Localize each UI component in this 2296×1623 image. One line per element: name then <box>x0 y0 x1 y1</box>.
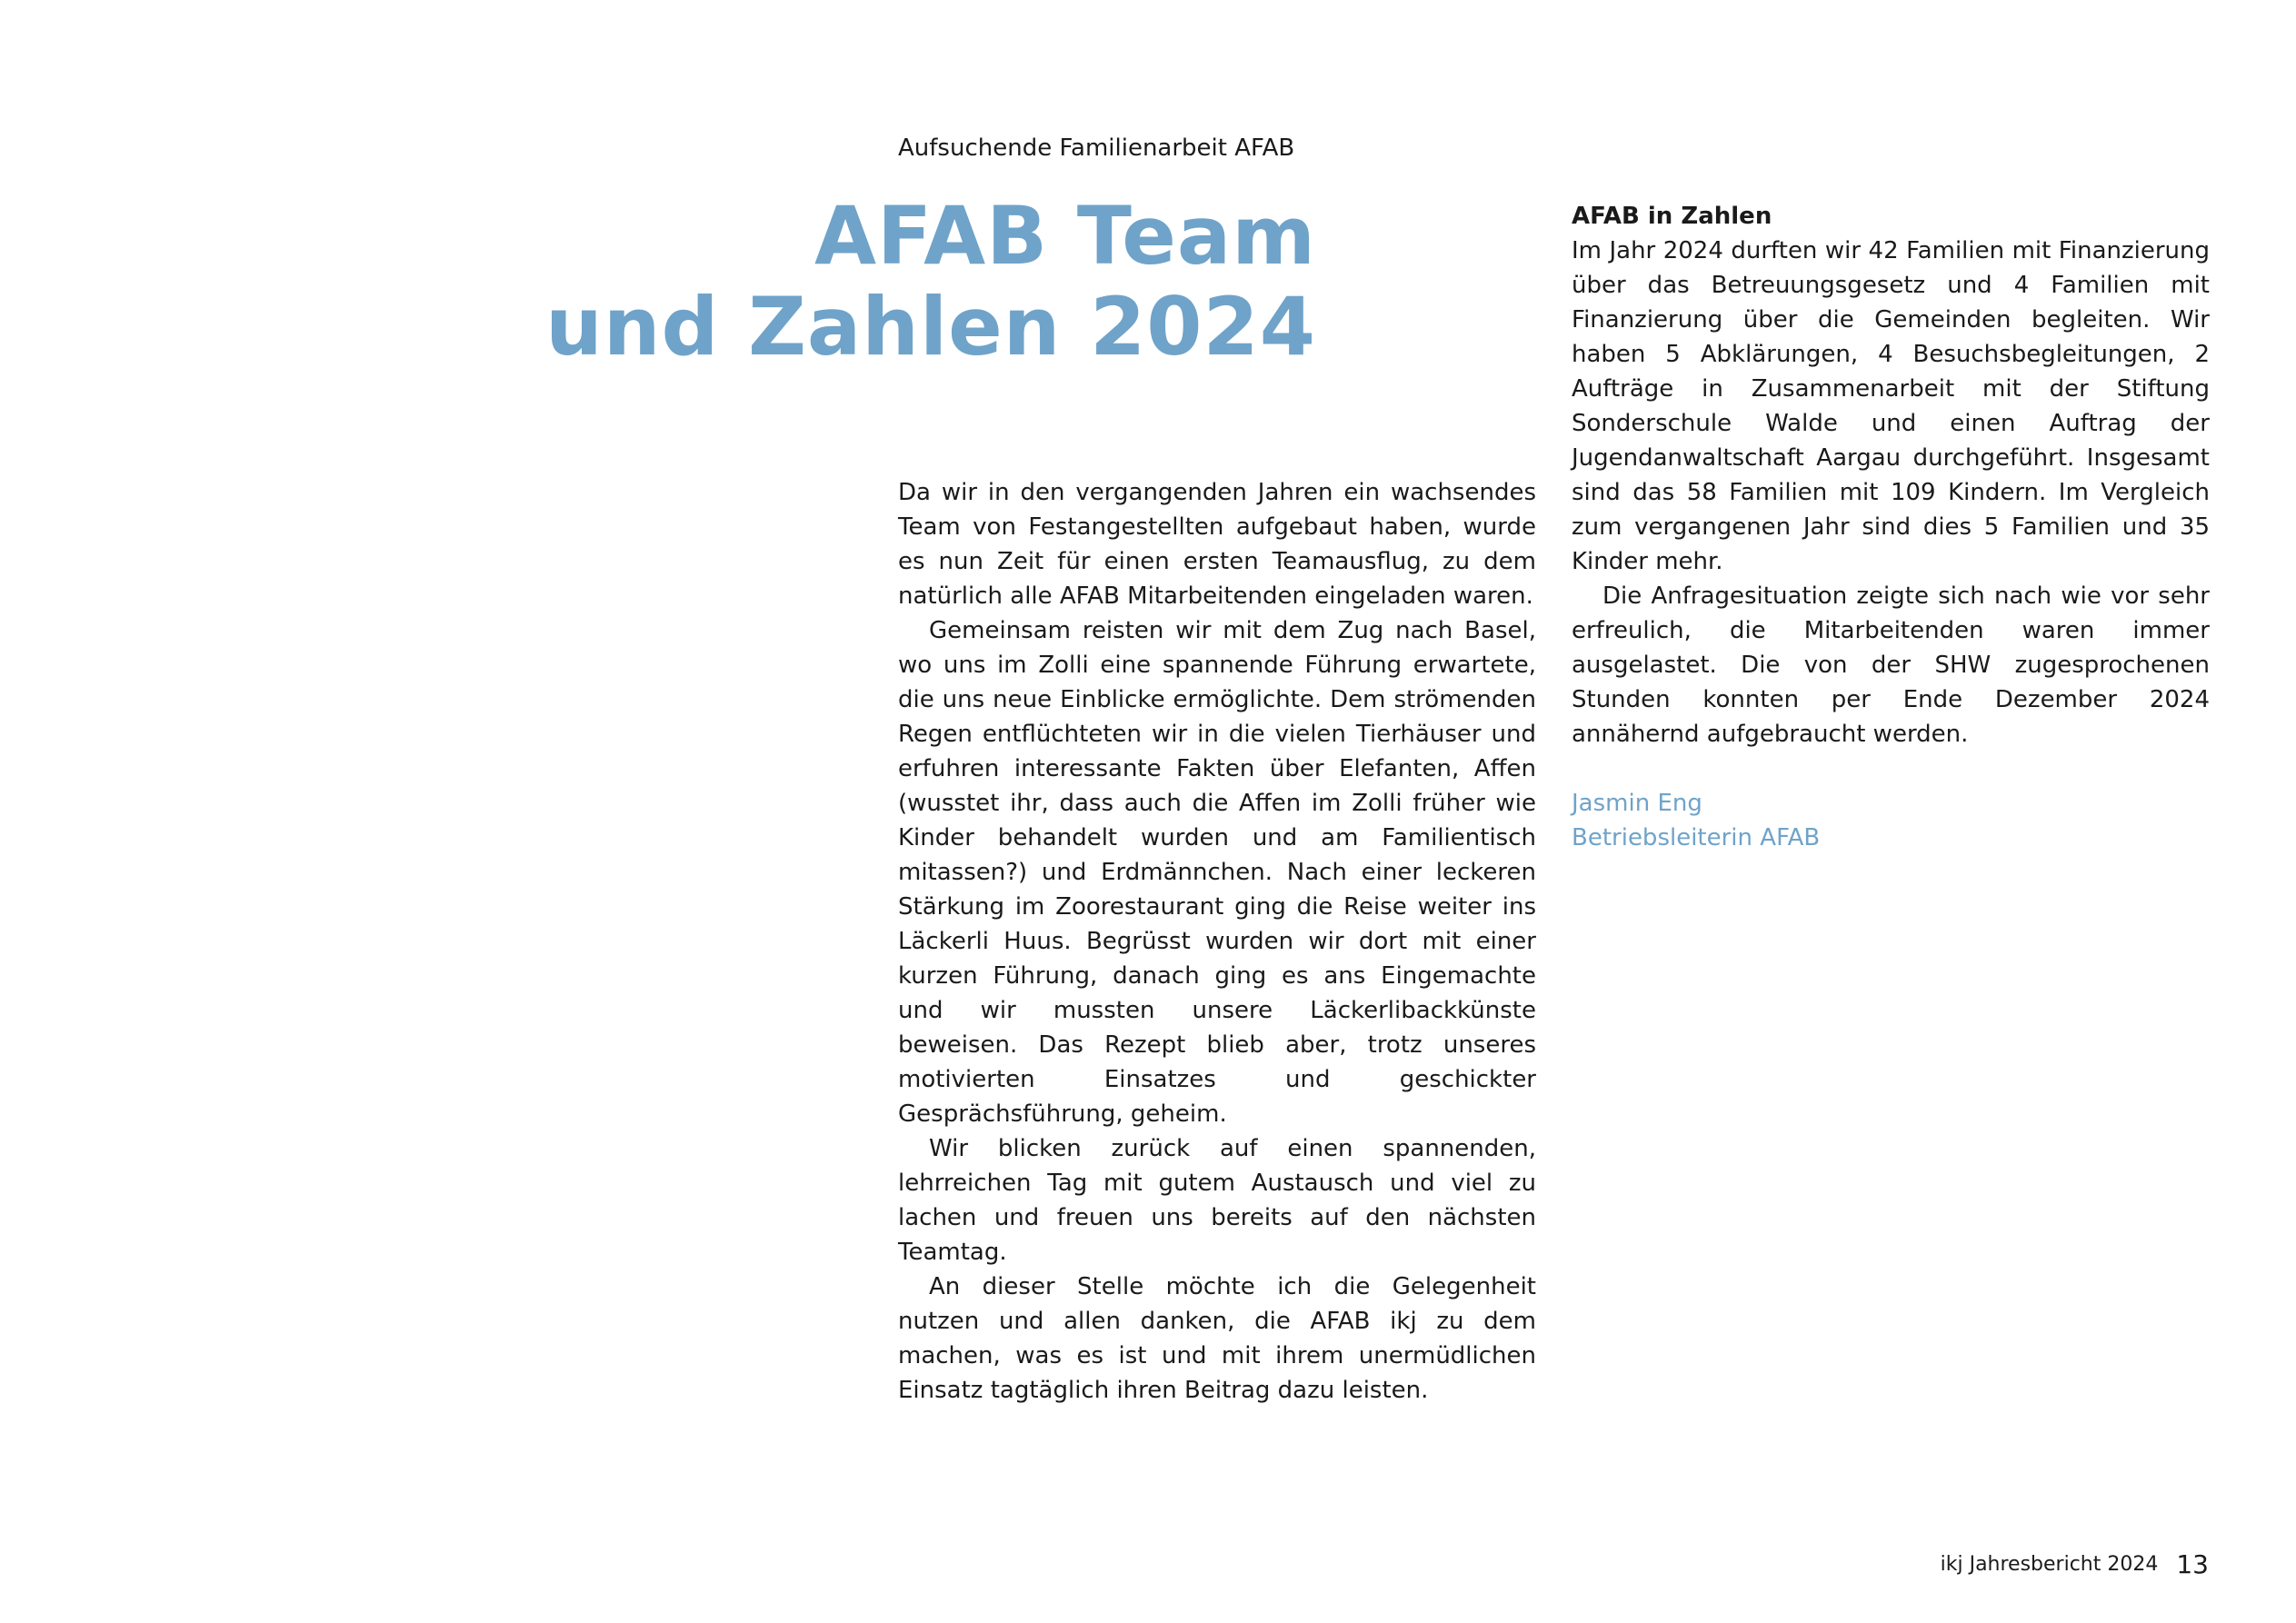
page-title-line-1: AFAB Team <box>814 189 1316 283</box>
report-title: ikj Jahresbericht 2024 <box>1940 1553 2159 1576</box>
body-paragraph: Gemeinsam reisten wir mit dem Zug nach Basel, wo uns im Zolli eine spannende Führung erwartete, die uns neue Einblicke ermöglichte. Dem strömenden Regen entflüchteten wir in die vielen Tierhäuser und erfuhren interessante Fakten über Elefanten, Affen (wusstet ihr, dass auch die Affen im Zolli früher wie Kinder behandelt wurden und am Familientisch mitassen?) und Erdmännchen. Nach einer leckeren Stärkung im Zoorestaurant ging die Reise weiter ins Läckerli Huus. Begrüsst wurden wir dort mit einer kurzen Führung, danach ging es ans Eingemachte und wir mussten unsere Läckerlibackkünste beweisen. Das Rezept blieb aber, trotz unseres motivierten Einsatzes und geschickter Gesprächsführung, geheim. <box>898 617 1536 1128</box>
author-name: Jasmin Eng <box>1572 790 1702 817</box>
author-role: Betriebsleiterin AFAB <box>1572 824 1821 851</box>
body-paragraph: Wir blicken zurück auf einen spannenden, lehrreichen Tag mit gutem Austausch und viel zu lachen und freuen uns bereits auf den nächsten Teamtag. <box>898 1135 1536 1266</box>
body-paragraph: An dieser Stelle möchte ich die Gelegenheit nutzen und allen danken, die AFAB ikj zu dem machen, was es ist und mit ihrem unermüdlichen Einsatz tagtäglich ihren Beitrag dazu leisten. <box>898 1273 1536 1404</box>
author-signature <box>1572 786 2210 855</box>
facts-heading: AFAB in Zahlen <box>1572 203 1772 230</box>
body-paragraph: Da wir in den vergangenden Jahren ein wachsendes Team von Festangestellten aufgebaut haben, wurde es nun Zeit für einen ersten Teamausflug, zu dem natürlich alle AFAB Mitarbeitenden eingeladen waren. <box>898 479 1536 610</box>
section-label: Aufsuchende Familienarbeit AFAB <box>898 134 1295 162</box>
main-text-column <box>898 475 1536 1408</box>
facts-paragraph: Im Jahr 2024 durften wir 42 Familien mit Finanzierung über das Betreuungsgesetz und 4 Familien mit Finanzierung über die Gemeinden begleiten. Wir haben 5 Abklärungen, 4 Besuchsbegleitungen, 2 Aufträge in Zusammenarbeit mit der Stiftung Sonderschule Walde und einen Auftrag der Jugendanwaltschaft Aargau durchgeführt. Insgesamt sind das 58 Familien mit 109 Kindern. Im Vergleich zum vergangenen Jahr sind dies 5 Familien und 35 Kinder mehr. <box>1572 237 2210 575</box>
page-footer <box>1941 1549 2209 1579</box>
facts-paragraph: Die Anfragesituation zeigte sich nach wie vor sehr erfreulich, die Mitarbeitenden waren immer ausgelastet. Die von der SHW zugesprochenen Stunden konnten per Ende Dezember 2024 annähernd aufgebraucht werden. <box>1572 582 2210 748</box>
page-number: 13 <box>2176 1549 2209 1579</box>
facts-column <box>1572 199 2210 855</box>
page-title <box>545 191 1316 373</box>
page-title-line-2: und Zahlen 2024 <box>545 280 1316 373</box>
